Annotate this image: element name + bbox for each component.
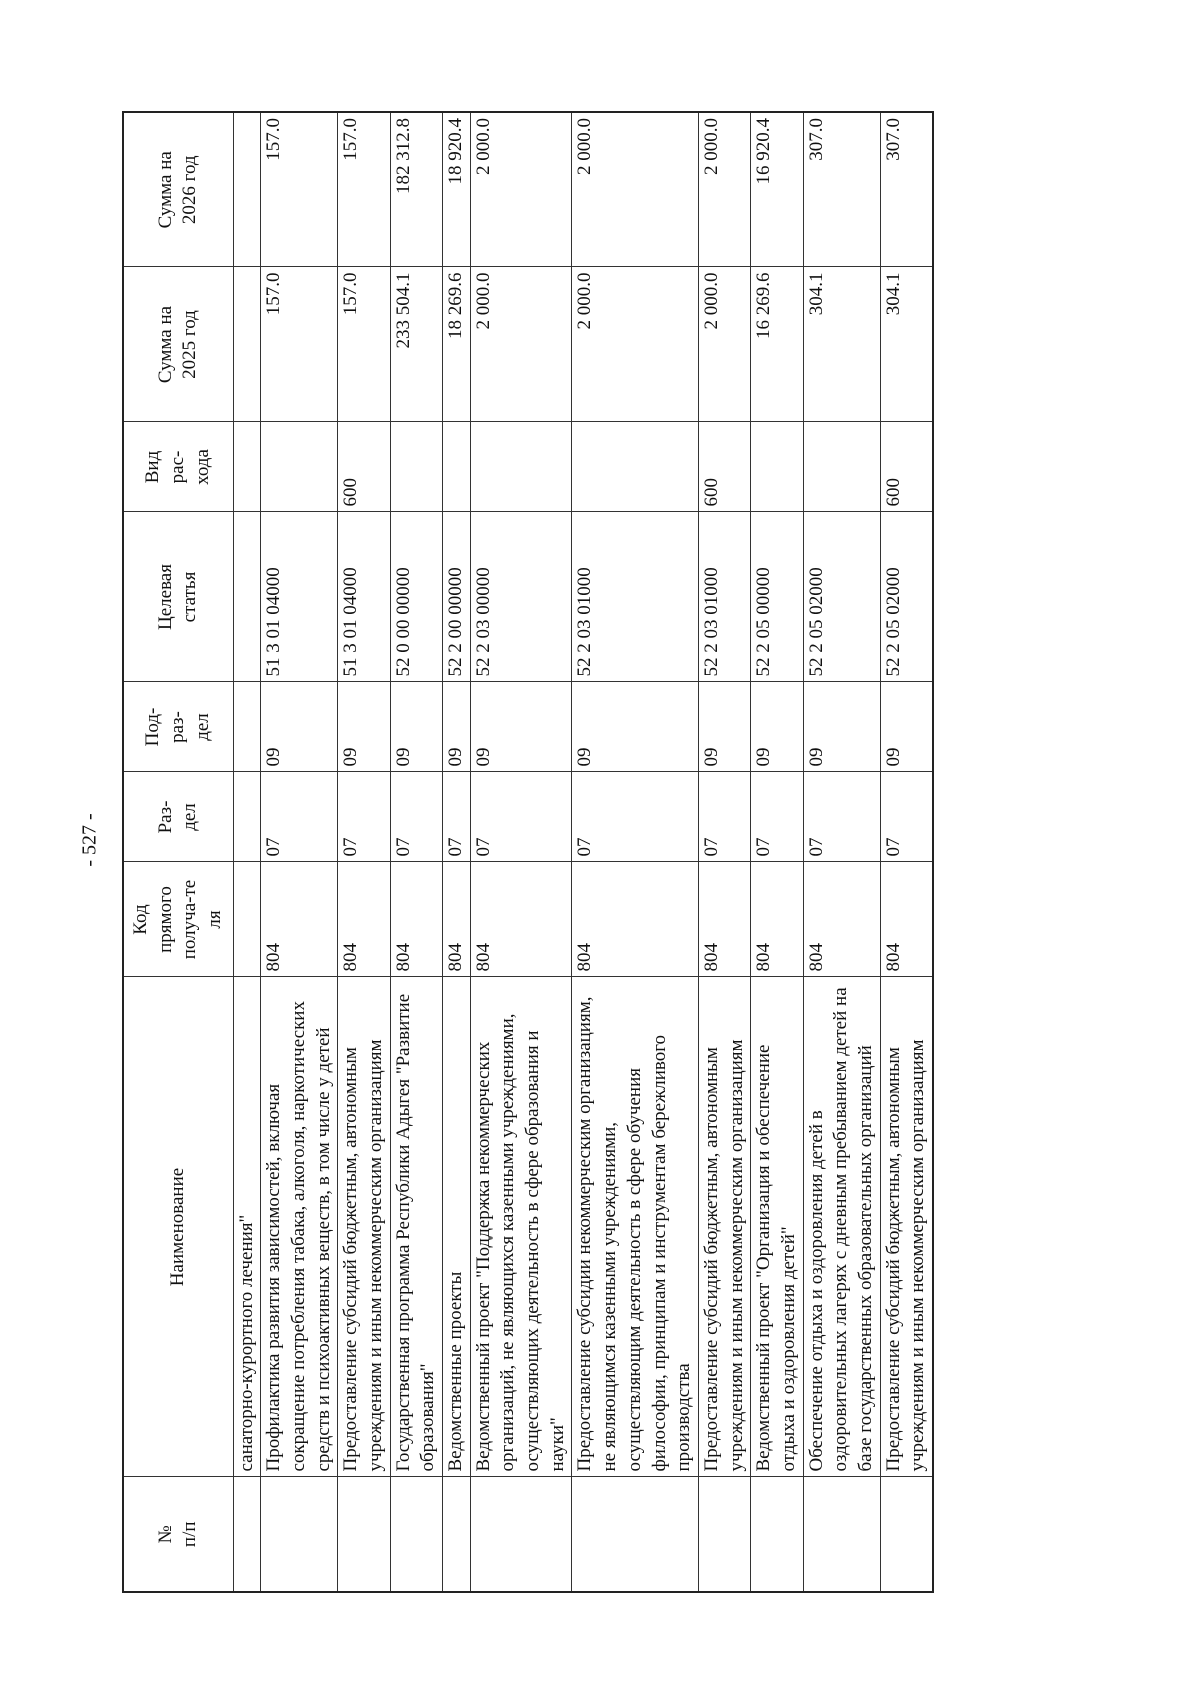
cell-sum-2026: 2 000.0: [572, 112, 698, 267]
cell-section: [233, 772, 261, 862]
header-num: № п/п: [123, 1477, 233, 1592]
cell-subsection: [233, 682, 261, 772]
cell-num: [880, 1477, 933, 1592]
cell-num: [572, 1477, 698, 1592]
cell-name: Ведомственный проект "Организация и обеспечение отдыха и оздоровления детей": [751, 977, 803, 1477]
header-target: Целевая статья: [123, 512, 233, 682]
table-body: [233, 112, 933, 1592]
cell-target: 51 3 01 04000: [338, 512, 390, 682]
cell-section: 07: [803, 772, 880, 862]
cell-sum-2025: 304.1: [880, 267, 933, 422]
cell-sum-2026: 16 920.4: [751, 112, 803, 267]
cell-expense: [390, 422, 442, 512]
table-row: [233, 112, 261, 1592]
cell-subsection: 09: [470, 682, 572, 772]
header-expense: Вид рас- хода: [123, 422, 233, 512]
cell-name: Ведомственные проекты: [443, 977, 471, 1477]
cell-expense: [443, 422, 471, 512]
cell-recipient: 804: [470, 862, 572, 977]
cell-recipient: 804: [338, 862, 390, 977]
cell-subsection: 09: [880, 682, 933, 772]
table-row: [338, 112, 390, 1592]
cell-subsection: 09: [390, 682, 442, 772]
cell-sum-2025: 304.1: [803, 267, 880, 422]
cell-num: [233, 1477, 261, 1592]
cell-section: 07: [698, 772, 750, 862]
cell-expense: 600: [698, 422, 750, 512]
cell-name: Ведомственный проект "Поддержка некоммерческих организаций, не являющихся казенными учреждениями, осуществляющих деятельность в сфере образования и науки": [470, 977, 572, 1477]
cell-target: 51 3 01 04000: [261, 512, 338, 682]
cell-expense: 600: [880, 422, 933, 512]
cell-sum-2025: 2 000.0: [698, 267, 750, 422]
cell-expense: [233, 422, 261, 512]
cell-target: 52 2 03 01000: [572, 512, 698, 682]
cell-sum-2025: [233, 267, 261, 422]
cell-section: 07: [261, 772, 338, 862]
cell-sum-2026: [233, 112, 261, 267]
table-row: [803, 112, 880, 1592]
cell-sum-2026: 18 920.4: [443, 112, 471, 267]
cell-subsection: 09: [698, 682, 750, 772]
cell-num: [338, 1477, 390, 1592]
cell-name: Профилактика развития зависимостей, включая сокращение потребления табака, алкоголя, наркотических средств и психоактивных веществ, в том числе у детей: [261, 977, 338, 1477]
page-number: - 527 -: [78, 813, 101, 867]
cell-target: 52 2 00 00000: [443, 512, 471, 682]
cell-sum-2025: 18 269.6: [443, 267, 471, 422]
cell-recipient: 804: [880, 862, 933, 977]
cell-sum-2025: 157.0: [338, 267, 390, 422]
cell-target: 52 2 05 00000: [751, 512, 803, 682]
cell-sum-2026: 182 312.8: [390, 112, 442, 267]
cell-sum-2025: 2 000.0: [572, 267, 698, 422]
cell-name: Предоставление субсидий бюджетным, автономным учреждениям и иным некоммерческим организациям: [338, 977, 390, 1477]
cell-recipient: [233, 862, 261, 977]
cell-recipient: 804: [261, 862, 338, 977]
header-recipient: Код прямого получа-те ля: [123, 862, 233, 977]
cell-sum-2025: 233 504.1: [390, 267, 442, 422]
cell-target: 52 0 00 00000: [390, 512, 442, 682]
cell-sum-2026: 307.0: [880, 112, 933, 267]
cell-target: [233, 512, 261, 682]
cell-target: 52 2 03 01000: [698, 512, 750, 682]
cell-section: 07: [390, 772, 442, 862]
cell-num: [803, 1477, 880, 1592]
cell-sum-2026: 157.0: [338, 112, 390, 267]
cell-num: [261, 1477, 338, 1592]
rotated-table-container: [122, 113, 1122, 1593]
cell-sum-2026: 307.0: [803, 112, 880, 267]
cell-section: 07: [338, 772, 390, 862]
budget-table: [122, 111, 934, 1593]
table-row: [390, 112, 442, 1592]
cell-name: Предоставление субсидий бюджетным, автономным учреждениям и иным некоммерческим организациям: [698, 977, 750, 1477]
header-section: Раз- дел: [123, 772, 233, 862]
table-row: [751, 112, 803, 1592]
cell-sum-2025: 157.0: [261, 267, 338, 422]
cell-sum-2025: 16 269.6: [751, 267, 803, 422]
cell-section: 07: [443, 772, 471, 862]
cell-sum-2026: 2 000.0: [470, 112, 572, 267]
header-sum-2026: Сумма на 2026 год: [123, 112, 233, 267]
cell-subsection: 09: [751, 682, 803, 772]
cell-section: 07: [470, 772, 572, 862]
table-row: [572, 112, 698, 1592]
cell-name: Государственная программа Республики Адыгея "Развитие образования": [390, 977, 442, 1477]
cell-section: 07: [880, 772, 933, 862]
cell-expense: [751, 422, 803, 512]
cell-subsection: 09: [443, 682, 471, 772]
cell-subsection: 09: [803, 682, 880, 772]
cell-name: Предоставление субсидий бюджетным, автономным учреждениям и иным некоммерческим организациям: [880, 977, 933, 1477]
cell-subsection: 09: [338, 682, 390, 772]
cell-expense: [803, 422, 880, 512]
cell-sum-2025: 2 000.0: [470, 267, 572, 422]
cell-target: 52 2 05 02000: [803, 512, 880, 682]
header-name: Наименование: [123, 977, 233, 1477]
cell-sum-2026: 2 000.0: [698, 112, 750, 267]
table-row: [880, 112, 933, 1592]
cell-recipient: 804: [698, 862, 750, 977]
cell-name: Обеспечение отдыха и оздоровления детей в оздоровительных лагерях с дневным пребыванием детей на базе государственных образовательных организаций: [803, 977, 880, 1477]
cell-target: 52 2 05 02000: [880, 512, 933, 682]
cell-expense: [261, 422, 338, 512]
cell-recipient: 804: [751, 862, 803, 977]
cell-recipient: 804: [390, 862, 442, 977]
cell-expense: [470, 422, 572, 512]
cell-section: 07: [572, 772, 698, 862]
cell-num: [470, 1477, 572, 1592]
cell-target: 52 2 03 00000: [470, 512, 572, 682]
header-subsection: Под- раз- дел: [123, 682, 233, 772]
cell-name: Предоставление субсидии некоммерческим организациям, не являющимся казенными учреждениями, осуществляющим деятельность в сфере обучения философии, принципам и инструментам бережливого производства: [572, 977, 698, 1477]
cell-subsection: 09: [572, 682, 698, 772]
cell-num: [698, 1477, 750, 1592]
table-row: [261, 112, 338, 1592]
cell-num: [443, 1477, 471, 1592]
cell-sum-2026: 157.0: [261, 112, 338, 267]
cell-section: 07: [751, 772, 803, 862]
table-row: [470, 112, 572, 1592]
header-sum-2025: Сумма на 2025 год: [123, 267, 233, 422]
cell-recipient: 804: [803, 862, 880, 977]
cell-expense: 600: [338, 422, 390, 512]
cell-subsection: 09: [261, 682, 338, 772]
cell-name: санаторно-курортного лечения": [233, 977, 261, 1477]
header-row: [123, 112, 233, 1592]
cell-num: [751, 1477, 803, 1592]
cell-recipient: 804: [572, 862, 698, 977]
cell-num: [390, 1477, 442, 1592]
cell-recipient: 804: [443, 862, 471, 977]
table-row: [443, 112, 471, 1592]
cell-expense: [572, 422, 698, 512]
table-row: [698, 112, 750, 1592]
